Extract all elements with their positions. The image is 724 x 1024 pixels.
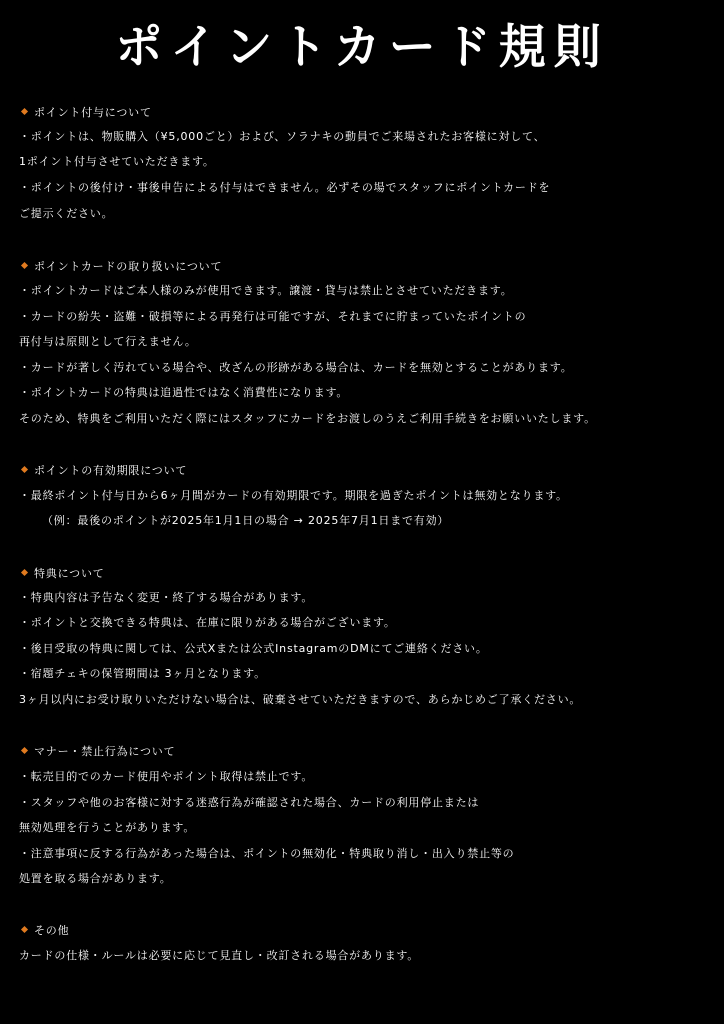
diamond-bullet-icon	[21, 466, 28, 473]
section-heading-other: その他	[22, 921, 69, 941]
text-line: 無効処理を行うことがあります。	[19, 821, 196, 834]
text-line: ・カードが著しく汚れている場合や、改ざんの形跡がある場合は、カードを無効とすることがあります。	[19, 361, 573, 374]
diamond-bullet-icon	[21, 747, 28, 754]
text-line: ・ポイントカードの特典は追過性ではなく消費性になります。	[19, 386, 349, 399]
section-heading-manners: マナー・禁止行為について	[22, 742, 175, 762]
text-line: ・特典内容は予告なく変更・終了する場合があります。	[19, 591, 314, 604]
text-line: ご提示ください。	[19, 207, 114, 220]
diamond-bullet-icon	[21, 108, 28, 115]
text-line: ・注意事項に反する行為があった場合は、ポイントの無効化・特典取り消し・出入り禁止等の	[19, 847, 515, 860]
text-line: カードの仕様・ルールは必要に応じて見直し・改訂される場合があります。	[19, 949, 420, 962]
text-line: 3ヶ月以内にお受け取りいただけない場合は、破棄させていただきますので、あらかじめご了承ください。	[19, 693, 582, 706]
text-line: 処置を取る場合があります。	[19, 872, 172, 885]
text-line: ・ポイントは、物販購入（¥5,000ごと）および、ソラナキの動員でご来場されたお客様に対して、	[19, 130, 546, 143]
section-heading-point-award: ポイント付与について	[22, 103, 152, 123]
text-line: 1ポイント付与させていただきます。	[19, 155, 215, 168]
text-line: ・ポイントの後付け・事後申告による付与はできません。必ずその場でスタッフにポイントカードを	[19, 181, 551, 194]
page-title: ポイントカード規則	[115, 20, 609, 75]
text-line: そのため、特典をご利用いただく際にはスタッフにカードをお渡しのうえご利用手続きをお願いいたします。	[19, 412, 596, 425]
text-line: ・カードの紛失・盗難・破損等による再発行は可能ですが、それまでに貯まっていたポイントの	[19, 310, 527, 323]
text-line: ・スタッフや他のお客様に対する迷惑行為が確認された場合、カードの利用停止または	[19, 796, 480, 809]
diamond-bullet-icon	[21, 569, 28, 576]
diamond-bullet-icon	[21, 262, 28, 269]
section-heading-benefits: 特典について	[22, 564, 105, 584]
diamond-bullet-icon	[21, 926, 28, 933]
text-line: ・ポイントと交換できる特典は、在庫に限りがある場合がございます。	[19, 616, 396, 629]
text-line-example: （例：最後のポイントが2025年1月1日の場合 → 2025年7月1日まで有効）	[42, 514, 450, 527]
text-line: ・宿題チェキの保管期間は 3ヶ月となります。	[19, 667, 266, 680]
text-line: 再付与は原則として行えません。	[19, 335, 197, 348]
text-line: ・最終ポイント付与日から6ヶ月間がカードの有効期限です。期限を過ぎたポイントは無効となります。	[19, 489, 568, 502]
text-line: ・転売目的でのカード使用やポイント取得は禁止です。	[19, 770, 314, 783]
section-heading-card-handling: ポイントカードの取り扱いについて	[22, 257, 222, 277]
text-line: ・ポイントカードはご本人様のみが使用できます。譲渡・貸与は禁止とさせていただきます。	[19, 284, 513, 297]
text-line: ・後日受取の特典に関しては、公式Xまたは公式InstagramのDMにてご連絡ください。	[19, 642, 488, 655]
section-heading-expiry: ポイントの有効期限について	[22, 461, 187, 481]
